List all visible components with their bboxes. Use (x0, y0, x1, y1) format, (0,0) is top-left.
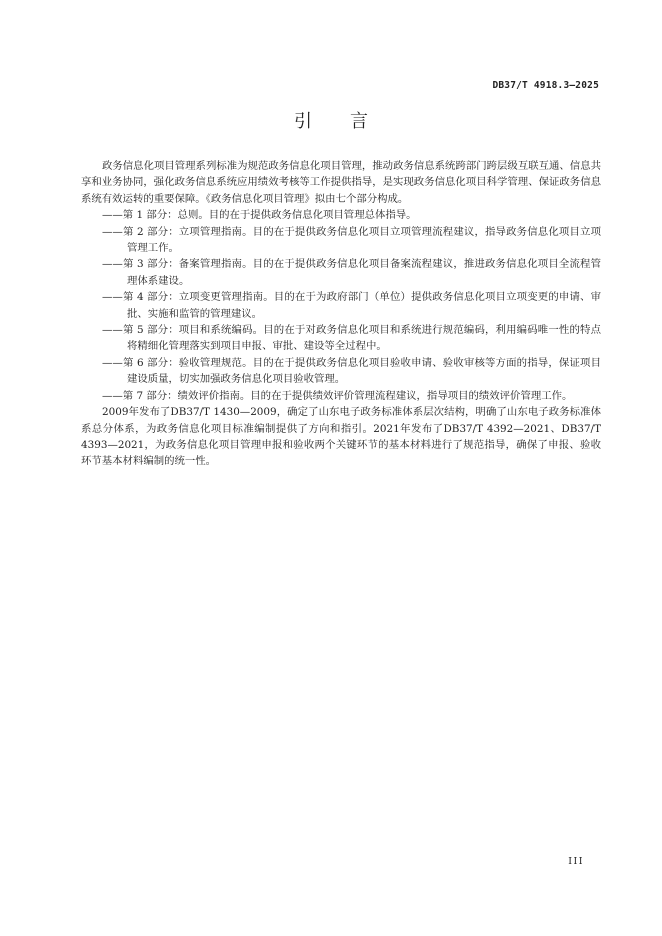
document-body (81, 158, 601, 470)
part-list-item: ——第 4 部分：立项变更管理指南。目的在于为政府部门（单位）提供政务信息化项目立项变更的申请、审批、实施和监管的管理建议。 (102, 291, 601, 320)
part-list-item: ——第 2 部分：立项管理指南。目的在于提供政务信息化项目立项管理流程建议，指导政务信息化项目立项管理工作。 (102, 225, 601, 255)
part-list-item: ——第 3 部分：备案管理指南。目的在于提供政务信息化项目备案流程建议，推进政务信息化项目全流程管理体系建设。 (102, 258, 601, 287)
part-list-item: ——第 5 部分：项目和系统编码。目的在于对政务信息化项目和系统进行规范编码，利用编码唯一性的特点将精细化管理落实到项目申报、审批、建设等全过程中。 (102, 324, 601, 353)
page-title: 引言 (294, 111, 406, 132)
document-number: DB37/T 4918.3—2025 (492, 80, 599, 91)
intro-paragraph: 政务信息化项目管理系列标准为规范政务信息化项目管理，推动政务信息系统跨部门跨层级互联互通、信息共享和业务协同，强化政务信息系统应用绩效考核等工作提供指导，是实现政务信息化项目科学管理、保证政务信息系统有效运转的重要保障。《政务信息化项目管理》拟由七个部分构成。 (81, 160, 601, 205)
page-number: III (568, 856, 584, 867)
part-list-item: ——第 7 部分：绩效评价指南。目的在于提供绩效评价管理流程建议，指导项目的绩效评价管理工作。 (102, 389, 573, 402)
closing-paragraph: 2009年发布了DB37/T 1430—2009，确定了山东电子政务标准体系层次结构，明确了山东电子政务标准体系总分体系，为政务信息化项目标准编制提供了方向和指引。2021年发布了DB37/T 4392—2021、DB37/T 4393—2021，为政务信息化项目管理申报和验收两个关键环节的基本材料进行了规范指导，确保了申报、验收环节基本材料编制的统一性。 (81, 406, 601, 468)
part-list-item: ——第 1 部分：总则。目的在于提供政务信息化项目管理总体指导。 (102, 209, 417, 222)
part-list-item: ——第 6 部分：验收管理规范。目的在于提供政务信息化项目验收申请、验收审核等方面的指导，保证项目建设质量，切实加强政务信息化项目验收管理。 (102, 356, 601, 386)
